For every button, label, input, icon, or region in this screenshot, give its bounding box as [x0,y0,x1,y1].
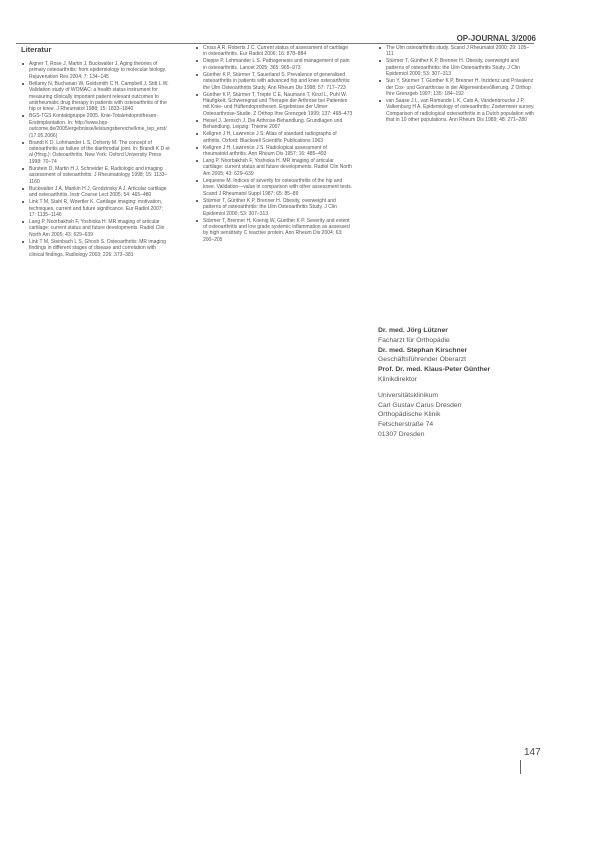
reference-item: Burstein D, Martin H J, Schneider E. Radiologic and imaging assessment of osteoarthritis. J Rheumatology 1998; 15: 1133–1160 [21,166,171,185]
page-marker-rule [520,760,521,774]
author-name: Dr. med. Stephan Kirschner [378,346,468,354]
reference-item: Aigner T, Rose J, Martin J, Buckwalter J. Aging theories of primary osteoarthritis: from epidemiology to molecular biology. Rejuvenation Res 2004; 7: 134–145 [21,61,171,80]
reference-item: Kellgren J H, Lawrence J S. Radiological assessment of rheumatoid arthritis. Ann Rheum Dis 1957; 16: 485–493 [195,145,353,158]
reference-item: Stürmer T, Günther K P, Brenner H. Obesity, overweight and patterns of osteoarthritis: the Ulm Osteoarthritis Study. J Clin Epidemiol 2000; 53: 307–313 [378,58,536,77]
reference-item: Stürmer T, Günther K P, Brenner H. Obesity, overweight and patterns of osteoarthritis: the Ulm Osteoarthritis Study. J Clin Epidemiol 2000; 53: 307–313 [195,198,353,217]
reference-item: Stürmer T, Brenner H, Koenig W, Günther K P. Severity and extent of osteoarthritis and low grade systemic inflammation as assessed by high sensitivity C reactive protein. Ann Rheum Dis 2004; 63: 200–205 [195,218,353,244]
address-line: Orthopädische Klinik [378,411,441,419]
page-number: 147 [524,747,541,758]
address-line: Universitätsklinikum [378,391,439,399]
header-rule [16,43,534,44]
literature-heading: Literatur [21,45,52,54]
reference-item: Lang P, Noorbakhsh F, Yoshioka H. MR imaging of articular cartilage: current status and future developments. Radiol Clin North Am 2005; 43: 629–639 [195,158,353,177]
journal-name: OP-JOURNAL 3/2006 [456,34,536,43]
reference-item: Buckwalter J A, Mankin H J, Grodzinsky A J. Articular cartilage and osteoarthritis. Instr Course Lect 2005; 54: 465–480 [21,186,171,199]
reference-item: Kellgren J H, Lawrence J S. Atlas of standard radiographs of arthritis. Oxford: Blackwell Scientific Publications 1963 [195,131,353,144]
address-line: Carl Gustav Carus Dresden [378,401,462,409]
author-title: Geschäftsführender Oberarzt [378,356,467,364]
address-line: Fetscherstraße 74 [378,421,434,429]
references-column-3 [378,45,536,124]
reference-item: Link T M, Stahl R, Woertler K. Cartilage imaging: motivation, techniques, current and future significance. Eur Radiol 2007; 17: 1135–1146 [21,199,171,218]
author-title: Facharzt für Orthopädie [378,336,450,344]
reference-item: Link T M, Steinbach L S, Ghosh S. Osteoarthritis: MR imaging findings in different stages of disease and correlation with clinical findings. Radiology 2003; 226: 373–381 [21,239,171,258]
author-title: Klinikdirektor [378,375,417,383]
reference-item: Günther K P, Stürmer T, Trepte C E, Naumann T, Kinzl L, Puhl W. Häufigkeit, Schweregrad und Therapie der Arthrose bei Patienten mit Knie- und Hüftendoprothesen. Ergebnisse der Ulmer Osteoarthrose-Studie. Z Orthop Ihre Grenzgeb 1999; 137: 468–473 [195,92,353,118]
author-name: Prof. Dr. med. Klaus-Peter Günther [378,366,491,374]
references-column-2 [195,45,353,244]
reference-item: Cross A R, Roberts J C. Current status of assessment of cartilage in osteoarthritis. Eur Radiol 2006; 16: 878–884 [195,45,353,58]
author-name: Dr. med. Jörg Lützner [378,327,448,334]
reference-item: Brandt K D. Lohmander L S, Doherty M. The concept of osteoarthritis as failure of the diarthrodial joint. In: Brandt K D et al (Hrsg.): Osteoarthritis. New York: Oxford University Press 1998: 70–74 [21,140,171,166]
author-info [378,326,538,440]
reference-item: Lang P, Noorbakhsh F, Yoshioka H. MR imaging of articular cartilage: current status and future developments. Radiol Clin North Am 2005; 43: 629–639 [21,219,171,238]
reference-item: BGS-TGS Kontaktgruppe 2005. Knie-Totalendoprothesen-Erstimplantation. In: http://www.bqs-outcome.de/2005/ergebnisse/leistungsbereiche/knie_tep_erst/ (17.05.2006) [21,113,171,139]
reference-item: Günther K P, Stürmer T, Sauerland S. Prevalence of generalised osteoarthritis in patients with advanced hip and knee osteoarthritis: the Ulm Osteoarthritis Study. Ann Rheum Dis 1998; 57: 717–723 [195,72,353,91]
address-line: 01307 Dresden [378,430,425,438]
reference-item: Heisel J, Jerosch J. Die Arthrose-Behandlung. Grundlagen und Behandlung. Leipzig: Thieme 2007 [195,118,353,131]
references-column-1 [21,61,171,259]
reference-item: Dieppe P, Lohmander L S. Pathogenesis and management of pain in osteoarthritis. Lancet 2005; 365: 965–973 [195,58,353,71]
reference-item: Lequesne M. Indices of severity for osteoarthritis of the hip and knee. Validation—value in comparison with other assessment tests. Scand J Rheumatol Suppl 1987; 65: 85–89 [195,178,353,197]
reference-item: Sun Y, Stürmer T, Günther K P, Brenner H. Inzidenz und Prävalenz der Cox- und Gonarthrose in der Allgemeinbevölkerung. Z Orthop Ihre Grenzgeb 1997; 135: 184–192 [378,78,536,97]
reference-item: The Ulm osteoarthritis study. Scand J Rheumatol 2000; 29: 105–111 [378,45,536,58]
reference-item: Bellamy N, Buchanan W, Goldsmith C H, Campbell J, Stitt L W. Validation study of WOMAC: a health status instrument for measuring clinically important patient relevant outcomes to antirheumatic drug therapy in patients with osteoarthritis of the hip or knee. J Rheumatol 1988; 15: 1833–1840 [21,81,171,113]
reference-item: van Saase J L, van Romunde L K, Cats A, Vandenbroucke J P, Valkenburg H A. Epidemiology of osteoarthritis: Zoetermeer survey. Comparison of radiological osteoarthritis in a Dutch population with that in 10 other populations. Ann Rheum Dis 1989; 48: 271–280 [378,98,536,124]
